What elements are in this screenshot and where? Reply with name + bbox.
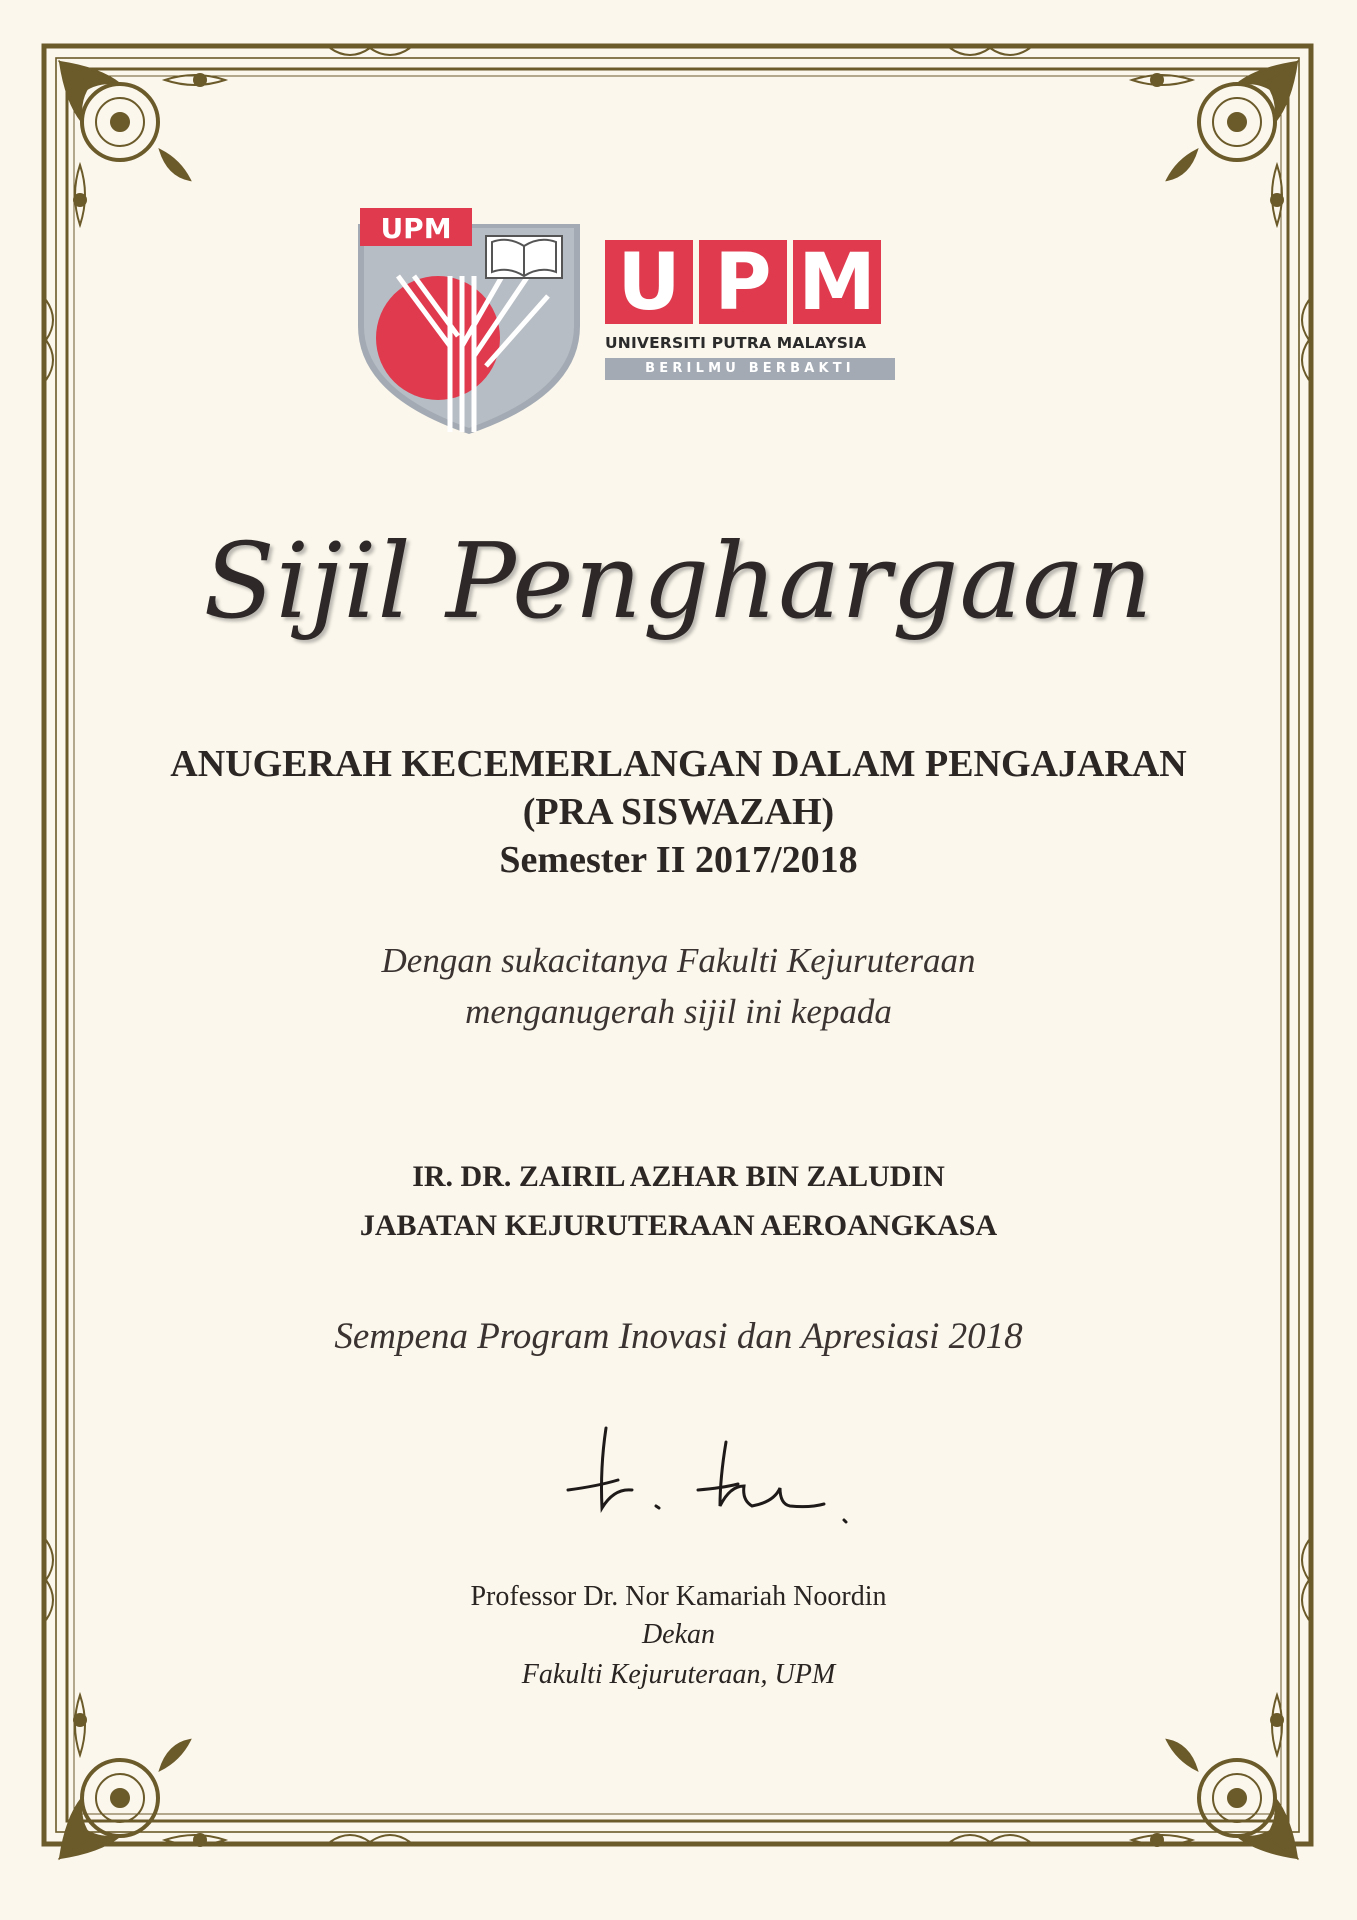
wordmark-letter-u: U — [605, 240, 693, 324]
award-block — [0, 740, 1357, 884]
university-motto: BERILMU BERBAKTI — [605, 358, 895, 380]
crest-text: UPM — [380, 212, 452, 245]
intro-block — [0, 935, 1357, 1037]
intro-line-2: menganugerah sijil ini kepada — [465, 992, 892, 1031]
upm-crest-logo — [358, 206, 580, 434]
intro-line-1: Dengan sukacitanya Fakulti Kejuruteraan — [381, 941, 976, 980]
award-line-2: (PRA SISWAZAH) — [522, 791, 835, 833]
signature — [558, 1420, 858, 1550]
recipient-department: JABATAN KEJURUTERAAN AEROANGKASA — [359, 1209, 998, 1242]
wordmark-letter-m: M — [793, 240, 881, 324]
wordmark-letter-p: P — [699, 240, 787, 324]
university-name: UNIVERSITI PUTRA MALAYSIA — [605, 334, 867, 352]
signatory-name: Professor Dr. Nor Kamariah Noordin — [470, 1581, 887, 1612]
signatory-faculty: Fakulti Kejuruteraan, UPM — [521, 1659, 836, 1690]
recipient-block — [0, 1152, 1357, 1250]
certificate-title: Sijil Penghargaan — [203, 520, 1154, 642]
award-semester: Semester II 2017/2018 — [499, 839, 858, 881]
wordmark-letters — [605, 238, 895, 328]
recipient-name: IR. DR. ZAIRIL AZHAR BIN ZALUDIN — [412, 1160, 945, 1193]
occasion-line: Sempena Program Inovasi dan Apresiasi 2018 — [334, 1316, 1023, 1357]
signatory-title: Dekan — [641, 1619, 716, 1650]
award-line-1: ANUGERAH KECEMERLANGAN DALAM PENGAJARAN — [170, 743, 1187, 785]
upm-wordmark — [605, 240, 895, 380]
